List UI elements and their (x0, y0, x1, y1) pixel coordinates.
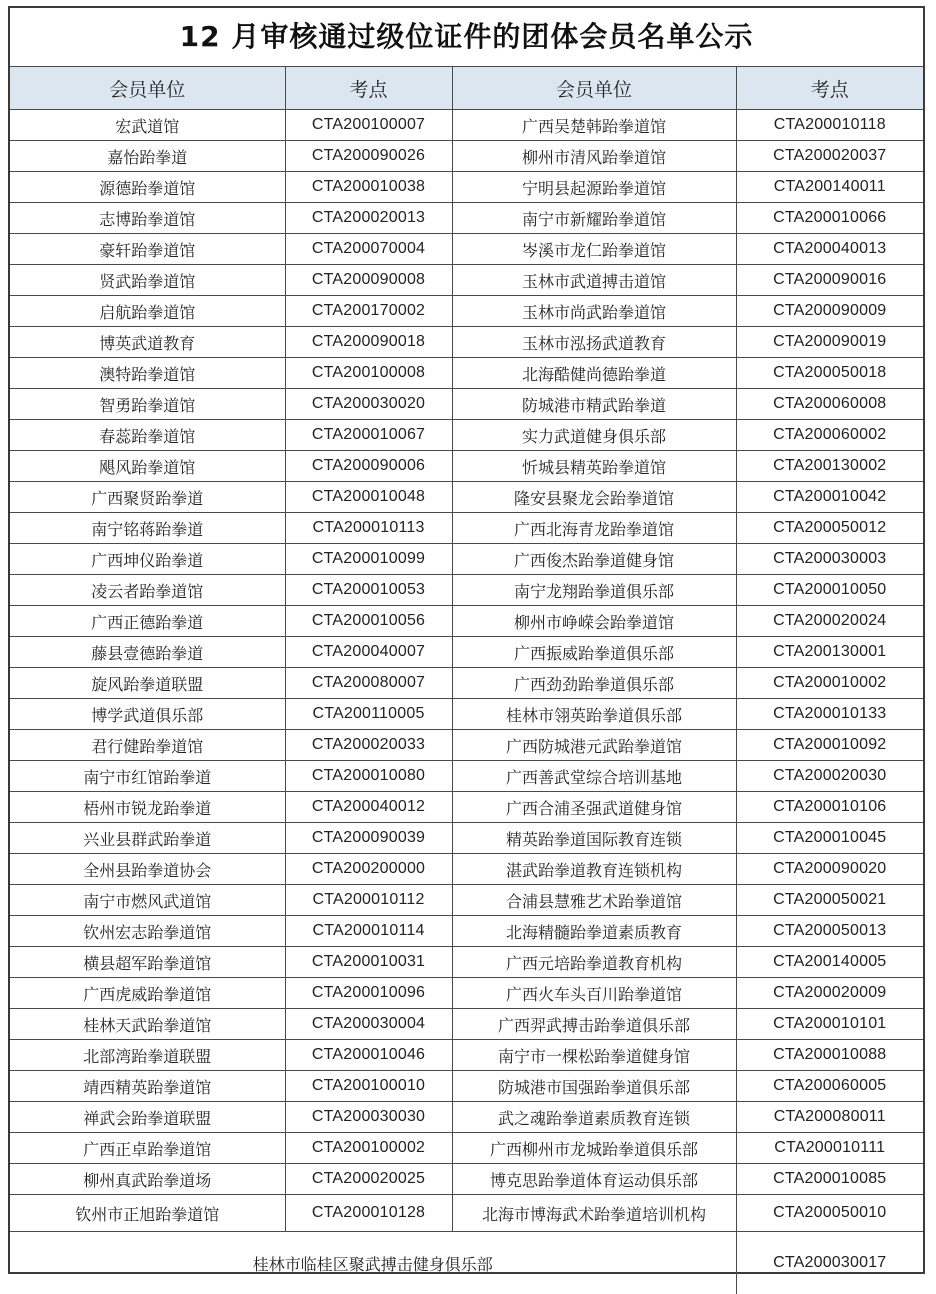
member-unit-left: 桂林天武跆拳道馆 (10, 1009, 285, 1040)
exam-site-left: CTA200100008 (285, 358, 452, 389)
exam-site-left: CTA200030020 (285, 389, 452, 420)
table-row (10, 141, 923, 172)
exam-site-left: CTA200090039 (285, 823, 452, 854)
table-row (10, 296, 923, 327)
member-unit-right: 博克思跆拳道体育运动俱乐部 (452, 1164, 736, 1195)
table-row (10, 854, 923, 885)
member-unit-left: 澳特跆拳道馆 (10, 358, 285, 389)
member-unit-right: 玉林市尚武跆拳道馆 (452, 296, 736, 327)
footer-exam-site: CTA200030017 (736, 1232, 923, 1294)
exam-site-left: CTA200020033 (285, 730, 452, 761)
member-unit-right: 玉林市泓扬武道教育 (452, 327, 736, 358)
member-unit-right: 北海市博海武术跆拳道培训机构 (452, 1195, 736, 1232)
member-unit-left: 志博跆拳道馆 (10, 203, 285, 234)
table-body (10, 110, 923, 1232)
member-unit-right: 广西俊杰跆拳道健身馆 (452, 544, 736, 575)
member-unit-right: 广西防城港元武跆拳道馆 (452, 730, 736, 761)
exam-site-right: CTA200010118 (736, 110, 923, 141)
member-unit-left: 靖西精英跆拳道馆 (10, 1071, 285, 1102)
exam-site-left: CTA200170002 (285, 296, 452, 327)
member-unit-right: 南宁市新耀跆拳道馆 (452, 203, 736, 234)
table-row (10, 482, 923, 513)
exam-site-left: CTA200010099 (285, 544, 452, 575)
exam-site-right: CTA200010042 (736, 482, 923, 513)
header-member-unit-right: 会员单位 (452, 67, 736, 110)
table-row (10, 606, 923, 637)
exam-site-right: CTA200060005 (736, 1071, 923, 1102)
member-unit-right: 广西振威跆拳道俱乐部 (452, 637, 736, 668)
exam-site-right: CTA200010111 (736, 1133, 923, 1164)
member-unit-right: 广西北海青龙跆拳道馆 (452, 513, 736, 544)
table-row (10, 978, 923, 1009)
exam-site-left: CTA200020025 (285, 1164, 452, 1195)
table-row (10, 885, 923, 916)
member-unit-left: 智勇跆拳道馆 (10, 389, 285, 420)
table-row (10, 947, 923, 978)
member-unit-right: 南宁市一棵松跆拳道健身馆 (452, 1040, 736, 1071)
exam-site-right: CTA200090020 (736, 854, 923, 885)
exam-site-left: CTA200030030 (285, 1102, 452, 1133)
table-row (10, 637, 923, 668)
page-title: 12 月审核通过级位证件的团体会员名单公示 (10, 8, 923, 67)
exam-site-right: CTA200010092 (736, 730, 923, 761)
table-row (10, 420, 923, 451)
exam-site-left: CTA200010048 (285, 482, 452, 513)
header-exam-site-left: 考点 (285, 67, 452, 110)
member-unit-left: 南宁市红馆跆拳道 (10, 761, 285, 792)
member-unit-right: 广西火车头百川跆拳道馆 (452, 978, 736, 1009)
table-row (10, 265, 923, 296)
exam-site-right: CTA200050013 (736, 916, 923, 947)
exam-site-right: CTA200010106 (736, 792, 923, 823)
member-unit-left: 南宁市燃风武道馆 (10, 885, 285, 916)
exam-site-left: CTA200010038 (285, 172, 452, 203)
table-row (10, 1195, 923, 1232)
member-unit-right: 宁明县起源跆拳道馆 (452, 172, 736, 203)
table-row (10, 327, 923, 358)
exam-site-left: CTA200010080 (285, 761, 452, 792)
exam-site-right: CTA200080011 (736, 1102, 923, 1133)
member-unit-left: 南宁铭蒋跆拳道 (10, 513, 285, 544)
member-unit-left: 博英武道教育 (10, 327, 285, 358)
member-unit-right: 隆安县聚龙会跆拳道馆 (452, 482, 736, 513)
exam-site-left: CTA200070004 (285, 234, 452, 265)
exam-site-left: CTA200010096 (285, 978, 452, 1009)
exam-site-left: CTA200010112 (285, 885, 452, 916)
table-row (10, 389, 923, 420)
exam-site-right: CTA200020024 (736, 606, 923, 637)
table-row (10, 792, 923, 823)
member-unit-left: 北部湾跆拳道联盟 (10, 1040, 285, 1071)
member-unit-right: 防城港市精武跆拳道 (452, 389, 736, 420)
member-list-sheet (8, 6, 925, 1274)
member-unit-left: 禅武会跆拳道联盟 (10, 1102, 285, 1133)
table-row (10, 451, 923, 482)
member-unit-right: 桂林市翎英跆拳道俱乐部 (452, 699, 736, 730)
exam-site-left: CTA200030004 (285, 1009, 452, 1040)
exam-site-left: CTA200040007 (285, 637, 452, 668)
exam-site-left: CTA200090026 (285, 141, 452, 172)
member-unit-left: 博学武道俱乐部 (10, 699, 285, 730)
member-unit-left: 豪轩跆拳道馆 (10, 234, 285, 265)
exam-site-right: CTA200010101 (736, 1009, 923, 1040)
exam-site-left: CTA200100002 (285, 1133, 452, 1164)
table-row (10, 358, 923, 389)
exam-site-left: CTA200010128 (285, 1195, 452, 1232)
table-row (10, 1102, 923, 1133)
footer-row (10, 1232, 923, 1294)
exam-site-right: CTA200010133 (736, 699, 923, 730)
table-row (10, 730, 923, 761)
exam-site-right: CTA200050010 (736, 1195, 923, 1232)
member-unit-left: 钦州宏志跆拳道馆 (10, 916, 285, 947)
member-unit-right: 南宁龙翔跆拳道俱乐部 (452, 575, 736, 606)
exam-site-left: CTA200100007 (285, 110, 452, 141)
member-unit-right: 合浦县慧雅艺术跆拳道馆 (452, 885, 736, 916)
member-unit-right: 柳州市清风跆拳道馆 (452, 141, 736, 172)
member-unit-right: 湛武跆拳道教育连锁机构 (452, 854, 736, 885)
member-unit-right: 广西元培跆拳道教育机构 (452, 947, 736, 978)
exam-site-right: CTA200020037 (736, 141, 923, 172)
member-unit-right: 广西劲劲跆拳道俱乐部 (452, 668, 736, 699)
exam-site-left: CTA200010113 (285, 513, 452, 544)
exam-site-right: CTA200140005 (736, 947, 923, 978)
exam-site-right: CTA200020030 (736, 761, 923, 792)
member-unit-right: 广西羿武搏击跆拳道俱乐部 (452, 1009, 736, 1040)
member-unit-left: 全州县跆拳道协会 (10, 854, 285, 885)
exam-site-right: CTA200010088 (736, 1040, 923, 1071)
exam-site-right: CTA200140011 (736, 172, 923, 203)
exam-site-right: CTA200010066 (736, 203, 923, 234)
table-row (10, 668, 923, 699)
exam-site-left: CTA200010114 (285, 916, 452, 947)
header-exam-site-right: 考点 (736, 67, 923, 110)
table-row (10, 1071, 923, 1102)
exam-site-right: CTA200050012 (736, 513, 923, 544)
table-row (10, 513, 923, 544)
member-unit-right: 忻城县精英跆拳道馆 (452, 451, 736, 482)
exam-site-right: CTA200020009 (736, 978, 923, 1009)
table-row (10, 110, 923, 141)
member-unit-left: 源德跆拳道馆 (10, 172, 285, 203)
exam-site-right: CTA200090019 (736, 327, 923, 358)
exam-site-right: CTA200010002 (736, 668, 923, 699)
member-unit-left: 君行健跆拳道馆 (10, 730, 285, 761)
exam-site-right: CTA200060008 (736, 389, 923, 420)
member-unit-left: 横县超军跆拳道馆 (10, 947, 285, 978)
footer-member-unit: 桂林市临桂区聚武搏击健身俱乐部 (10, 1232, 736, 1294)
table-row (10, 234, 923, 265)
member-unit-left: 柳州真武跆拳道场 (10, 1164, 285, 1195)
member-unit-right: 广西合浦圣强武道健身馆 (452, 792, 736, 823)
exam-site-right: CTA200030003 (736, 544, 923, 575)
table-row (10, 1040, 923, 1071)
table-row (10, 1133, 923, 1164)
exam-site-right: CTA200050018 (736, 358, 923, 389)
member-unit-right: 广西善武堂综合培训基地 (452, 761, 736, 792)
member-table (10, 67, 923, 1294)
table-row (10, 823, 923, 854)
member-unit-left: 启航跆拳道馆 (10, 296, 285, 327)
member-unit-right: 柳州市峥嵘会跆拳道馆 (452, 606, 736, 637)
table-row (10, 1009, 923, 1040)
exam-site-left: CTA200010067 (285, 420, 452, 451)
member-unit-left: 梧州市锐龙跆拳道 (10, 792, 285, 823)
member-unit-left: 春蕊跆拳道馆 (10, 420, 285, 451)
member-unit-left: 广西坤仪跆拳道 (10, 544, 285, 575)
exam-site-right: CTA200050021 (736, 885, 923, 916)
exam-site-right: CTA200090016 (736, 265, 923, 296)
member-unit-right: 精英跆拳道国际教育连锁 (452, 823, 736, 854)
exam-site-right: CTA200060002 (736, 420, 923, 451)
member-unit-right: 广西吴楚韩跆拳道馆 (452, 110, 736, 141)
member-unit-left: 贤武跆拳道馆 (10, 265, 285, 296)
member-unit-left: 兴业县群武跆拳道 (10, 823, 285, 854)
table-row (10, 575, 923, 606)
exam-site-left: CTA200200000 (285, 854, 452, 885)
exam-site-left: CTA200010046 (285, 1040, 452, 1071)
exam-site-left: CTA200040012 (285, 792, 452, 823)
exam-site-left: CTA200020013 (285, 203, 452, 234)
header-row (10, 67, 923, 110)
table-row (10, 1164, 923, 1195)
table-row (10, 916, 923, 947)
table-row (10, 203, 923, 234)
exam-site-right: CTA200010085 (736, 1164, 923, 1195)
exam-site-right: CTA200130001 (736, 637, 923, 668)
member-unit-left: 飓风跆拳道馆 (10, 451, 285, 482)
member-unit-left: 嘉怡跆拳道 (10, 141, 285, 172)
member-unit-left: 广西聚贤跆拳道 (10, 482, 285, 513)
exam-site-right: CTA200010045 (736, 823, 923, 854)
exam-site-left: CTA200010031 (285, 947, 452, 978)
member-unit-left: 宏武道馆 (10, 110, 285, 141)
exam-site-left: CTA200090018 (285, 327, 452, 358)
member-unit-left: 钦州市正旭跆拳道馆 (10, 1195, 285, 1232)
exam-site-left: CTA200110005 (285, 699, 452, 730)
member-unit-right: 北海酷健尚德跆拳道 (452, 358, 736, 389)
header-member-unit-left: 会员单位 (10, 67, 285, 110)
exam-site-left: CTA200080007 (285, 668, 452, 699)
member-unit-left: 广西正卓跆拳道馆 (10, 1133, 285, 1164)
member-unit-right: 玉林市武道搏击道馆 (452, 265, 736, 296)
exam-site-left: CTA200010053 (285, 575, 452, 606)
member-unit-right: 北海精髓跆拳道素质教育 (452, 916, 736, 947)
member-unit-left: 旋风跆拳道联盟 (10, 668, 285, 699)
exam-site-right: CTA200010050 (736, 575, 923, 606)
member-unit-right: 岑溪市龙仁跆拳道馆 (452, 234, 736, 265)
table-row (10, 761, 923, 792)
table-row (10, 172, 923, 203)
member-unit-right: 防城港市国强跆拳道俱乐部 (452, 1071, 736, 1102)
table-row (10, 699, 923, 730)
table-row (10, 544, 923, 575)
exam-site-left: CTA200100010 (285, 1071, 452, 1102)
member-unit-left: 广西虎威跆拳道馆 (10, 978, 285, 1009)
exam-site-right: CTA200090009 (736, 296, 923, 327)
member-unit-right: 广西柳州市龙城跆拳道俱乐部 (452, 1133, 736, 1164)
exam-site-left: CTA200090006 (285, 451, 452, 482)
member-unit-left: 广西正德跆拳道 (10, 606, 285, 637)
exam-site-left: CTA200010056 (285, 606, 452, 637)
member-unit-right: 武之魂跆拳道素质教育连锁 (452, 1102, 736, 1133)
member-unit-left: 凌云者跆拳道馆 (10, 575, 285, 606)
member-unit-right: 实力武道健身俱乐部 (452, 420, 736, 451)
member-unit-left: 藤县壹德跆拳道 (10, 637, 285, 668)
exam-site-right: CTA200040013 (736, 234, 923, 265)
exam-site-left: CTA200090008 (285, 265, 452, 296)
exam-site-right: CTA200130002 (736, 451, 923, 482)
